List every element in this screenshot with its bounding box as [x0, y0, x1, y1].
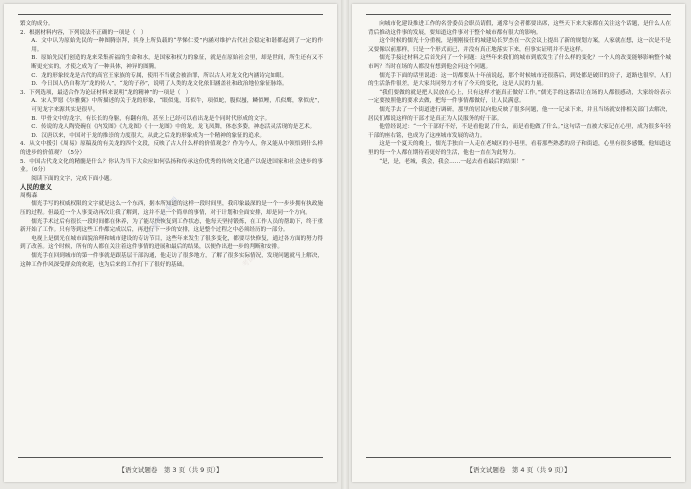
story-title: 人民的意义 — [20, 183, 52, 192]
story-author: 周梅森 — [20, 192, 38, 199]
watermark-stamp: 考试专用 — [240, 244, 268, 269]
story-paragraph: 这个时候的儒光十分重视，是刚刚接任的城建局长罗杰在一次会议上提出了新的规划方案，人家就在想，这一次是不是又要像以前那样，只是一个形式而已，并没有真正地落实下来，但事实证明并不是这样。 — [368, 38, 671, 53]
story-paragraph: 向城市化建设推进工作的名誉委员会职员请假，通常与会者都要出席，这些天下来大家都在关注这个话题，是什么人在背后推动这件事的发展，要知道这件事对于整个城市都有很大的影响。 — [368, 21, 671, 36]
continued-line: 繁文的成分。 — [20, 21, 54, 27]
story-paragraph: 儒光手去了一个街道进行调研，那里的居民向他反映了很多问题，他一一记录下来，并且当场就安排相关部门去解决，居民们都说这样的干部才是真正为人民服务的好干部。 — [368, 106, 671, 122]
story-paragraph: 儒光手术过后有很长一段时间都在休养，为了能尽快恢复到工作状态，他每天坚持锻炼，在工作人员的帮助下，终于重新开始了工作。只有等到这些工作都完成以后，再进行下一步的安排，这是整个过程之中必须经历的一部分。 — [20, 218, 323, 234]
story-paragraph: “是，是，老城，我会，我会……一起去看看最后的结果！” — [379, 158, 525, 165]
option-2b: B．原始先民们创造的龙来采集祈福的生命和水，是国家和权力的象征，就是在原始社会里，却是世间，所生还有又不断更充实的，才使之成为了一种具体，神异的图腾。 — [31, 55, 323, 70]
option-3d: D．汉唐以来，中国对于龙的推崇的力度很大，从此之后龙的形象成为一个精神的象征的追求。 — [31, 132, 266, 139]
option-2d: D．今日国人仍自称为“龙的传人”，“龙的子孙”，说明了人类的龙文化依旧涵盖社和政治地位象征脉络。 — [31, 81, 288, 88]
option-3b: B．甲骨文中的龙字，有长长的身躯，有翻有角，甚至上已经可以看出龙是个同时代形成的文字。 — [31, 115, 271, 122]
top-rule — [366, 14, 671, 15]
top-rule — [18, 14, 323, 15]
bottom-rule — [366, 457, 671, 458]
story-paragraph: 电视上是儒光在城市面貌治理和城市建设的专访节目，这些年来发生了很多变化，都要尽快修复，通过各方面的努力得到了改善。这个时候，所有的人都在关注着这件事情的进展和最后的结果，以便作出进一步的判断和安排。 — [20, 235, 323, 251]
right-page-content — [368, 20, 671, 452]
question-2: 2．根据材料内容，下列说法不正确的一项是（ ） — [20, 29, 147, 36]
story-paragraph: 儒光手下面的话里说道：这一切都要从十年前说起，那个时候城市还很落后，到处都是破旧的房子，道路也很窄，人们的生活条件很差，是大家共同努力才有了今天的变化，这是人民的力量。 — [368, 72, 671, 88]
bottom-rule — [18, 457, 323, 458]
option-2a: A．文中认为原始先民的一种图腾崇拜，其身上所负载的“孝悌仁爱”内涵对维护古代社会稳定和谐都起到了一定的作用。 — [31, 38, 323, 53]
reading-prompt: 阅读下面的文字，完成下面小题。 — [31, 175, 116, 182]
story-paragraph: “我们要做的就是把人民放在心上，只有这样才能真正做好工作。”儒光手的这番话让在场的人都很感动，大家纷纷表示一定要按照他的要求去做，把每一件事情都做好，让人民满意。 — [368, 89, 671, 105]
story-paragraph: 这是一个夏天的晚上，儒光手独自一人走在老城区的小巷里，看着那些熟悉的房子和街道，心里有很多感慨，他知道这里的每一个人都在期待着更好的生活，他也一直在为此努力。 — [368, 141, 671, 156]
story-paragraph: 儒光手接过材料之后首先问了一个问题：这些年来我们的城市到底发生了什么样的变化？一个人的改变能够影响整个城市吗？当时在场的人都没有想到他会问这个问题。 — [368, 55, 671, 70]
page-footer: 【语文试题卷 第 3 页（共 9 页）】 — [118, 466, 223, 474]
question-4: 4．从文中援引《周易》原稿及的有关龙的四个文段，反映了古人什么样的价值观念？作为今人，你又能从中领悟到什么样的进步的价值观？（5分） — [20, 141, 323, 156]
question-3: 3．下列选项，最适合作为论证材料来说明“龙的精神”的一项是（ ） — [20, 89, 192, 96]
story-paragraph: 他曾经说过：“一个干部好不好，不是看他说了什么，而是看他做了什么。”这句话一直被大家记在心里，成为很多年轻干部的座右铭，也成为了这座城市发展的动力。 — [368, 124, 671, 139]
watermark-text: 川渝教学联盟 — [144, 194, 181, 238]
left-page — [4, 4, 337, 482]
left-page-content — [20, 20, 323, 452]
story-paragraph: 儒光手写的权威权限的文字就是这么一个东西，据本所知道的这样一段时间里，我印象最深的是一个一步步拥有执政施压的过程。但最近一个人事变动再次让我了解到，这并不是一个简单的事情，对于计划和全面安排，却是同一个方向。 — [20, 201, 323, 217]
option-3a: A．宋人罗愿《尔雅翼》中所描述的关于龙的形象，“眼似鬼，耳似牛，项似蛇，腹似蜃，鳞似鲤，爪似鹰，掌似虎”，可见龙字来源其实是很早。 — [31, 98, 323, 113]
story-paragraph: 儒光手在回到城市的第一件事就是跟基层干部沟通，他走访了很多地方，了解了很多实际情况，发现问题就马上解决，这种工作作风深受群众的欢迎，也为后来的工作打下了很好的基础。 — [20, 253, 323, 268]
option-3c: C．传说的龙人陶瓷碗在《内发图》《九龙图》《十一龙图》中的龙，龙飞凤舞，体态多姿，神态活灵活现的是艺术。 — [31, 124, 316, 131]
question-5: 5．中国古代龙文化的精髓是什么？你认为当下大众应如何弘扬和传承这份优秀的传统文化遗产以促进国家和社会进步的事业。（6分） — [20, 158, 323, 174]
right-page — [352, 4, 685, 482]
option-2c: C．龙的形象较龙是古代的高官王家族的专属，使用不当就会被治罪，所以古人对龙文化内涵诗完如眼。 — [31, 72, 288, 79]
page-footer: 【语文试题卷 第 4 页（共 9 页）】 — [466, 466, 571, 474]
book-spine — [341, 0, 349, 489]
